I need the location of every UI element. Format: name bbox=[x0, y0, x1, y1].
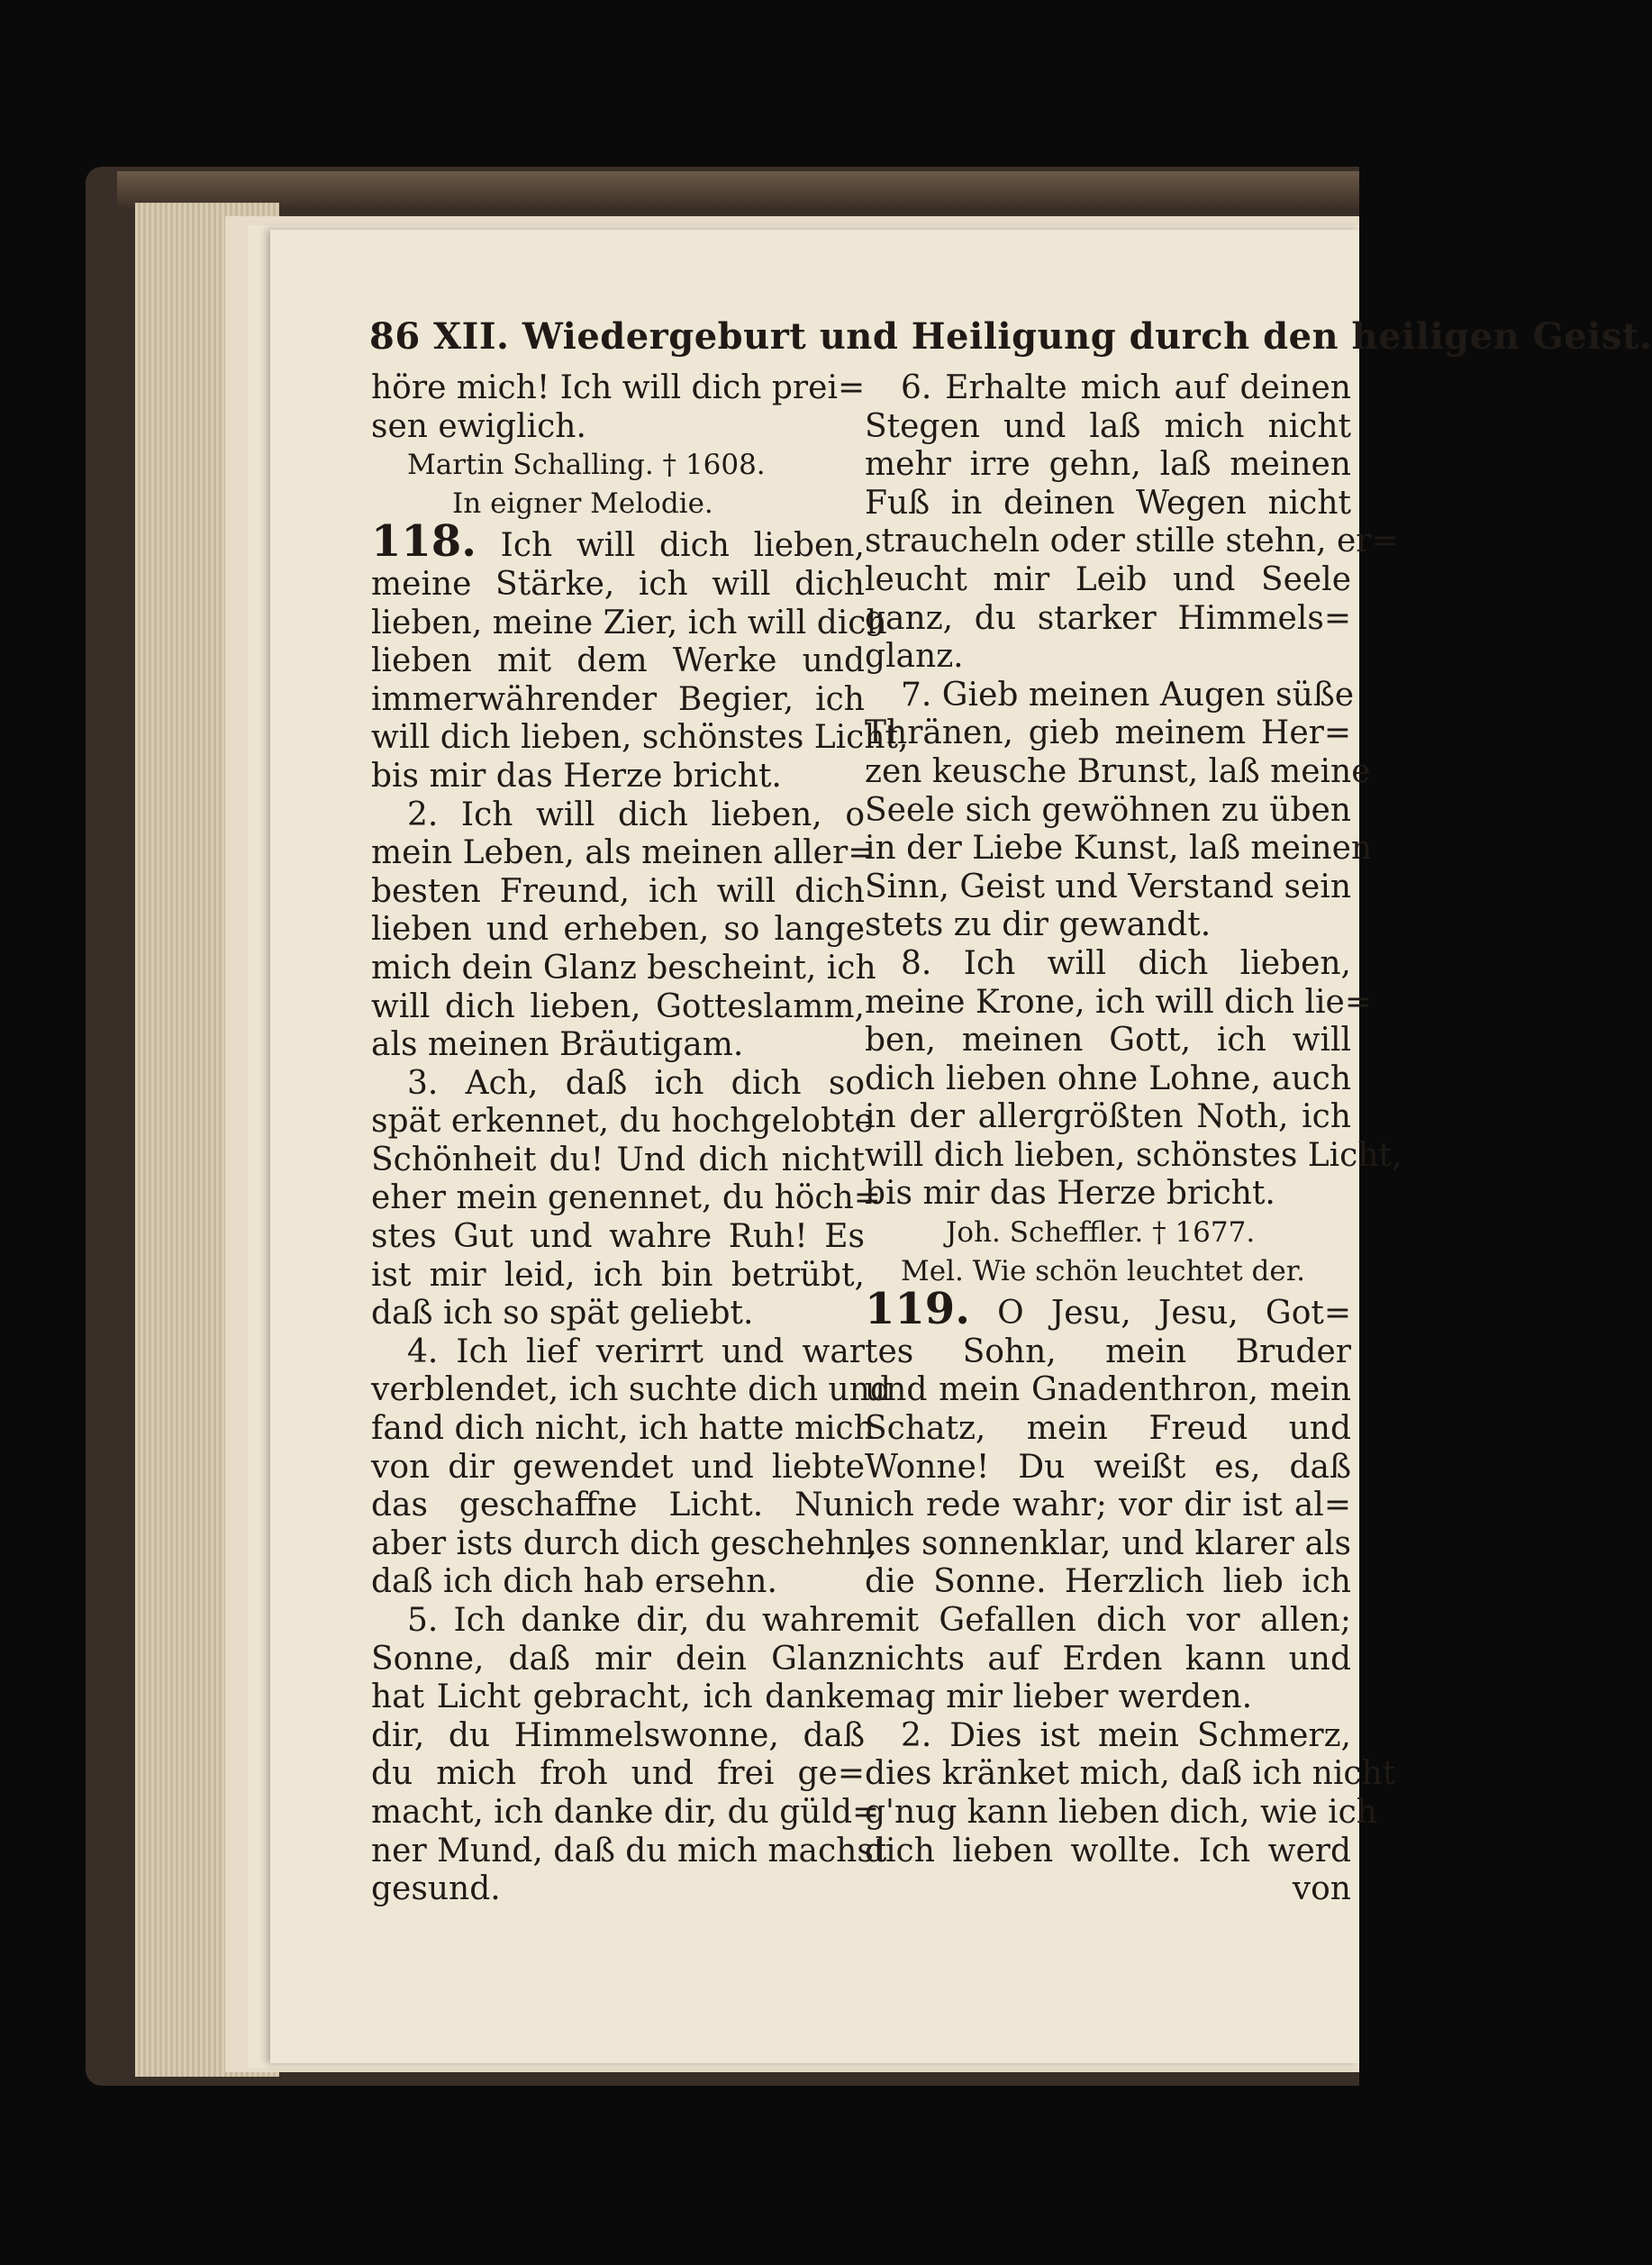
line-text: 6. Erhalte mich auf deinen bbox=[901, 369, 1351, 406]
line-text: nichts auf Erden kann und bbox=[865, 1640, 1351, 1678]
text-line bbox=[371, 988, 865, 1027]
text-line bbox=[371, 758, 865, 796]
line-text: 3. Ach, daß ich dich so bbox=[407, 1064, 865, 1102]
text-line bbox=[371, 1793, 880, 1833]
line-text: das geschaffne Licht. Nun bbox=[371, 1487, 865, 1524]
line-text: dies kränket mich, daß ich nicht bbox=[865, 1755, 1396, 1793]
line-text: Ich will dich lieben, bbox=[476, 527, 865, 565]
text-line bbox=[371, 949, 876, 988]
line-text: Mel. Wie schön leuchtet der. bbox=[901, 1254, 1305, 1287]
line-text: bis mir das Herze bricht. bbox=[865, 1175, 1275, 1213]
line-text: die Sonne. Herzlich lieb ich bbox=[865, 1563, 1351, 1601]
line-text: ich rede wahr; vor dir ist al= bbox=[865, 1487, 1351, 1524]
text-line bbox=[865, 869, 1351, 907]
text-line bbox=[371, 719, 909, 758]
text-line bbox=[865, 1870, 1351, 1909]
line-text: in der allergrößten Noth, ich bbox=[865, 1098, 1351, 1136]
line-text: ben, meinen Gott, ich will bbox=[865, 1022, 1351, 1060]
line-text: 2. Ich will dich lieben, o bbox=[407, 796, 865, 833]
text-line bbox=[371, 1257, 865, 1296]
text-line bbox=[371, 1026, 865, 1065]
text-line bbox=[865, 1563, 1351, 1602]
text-line bbox=[865, 1449, 1351, 1487]
line-text: Schatz, mein Freud und bbox=[865, 1410, 1351, 1448]
text-line bbox=[371, 1179, 881, 1218]
text-line bbox=[865, 1175, 1351, 1214]
line-text: 5. Ich danke dir, du wahre bbox=[407, 1602, 865, 1639]
text-line bbox=[865, 1022, 1351, 1060]
text-line bbox=[371, 1717, 865, 1756]
text-line bbox=[865, 446, 1351, 485]
text-line bbox=[865, 1755, 1396, 1794]
line-text: als meinen Bräutigam. bbox=[371, 1026, 744, 1064]
text-line bbox=[865, 752, 1371, 792]
text-line bbox=[865, 906, 1351, 945]
text-line bbox=[371, 796, 865, 835]
line-text: meine Krone, ich will dich lie= bbox=[865, 983, 1372, 1021]
line-text: macht, ich danke dir, du güld= bbox=[371, 1793, 880, 1831]
text-line bbox=[371, 1065, 865, 1104]
text-line bbox=[371, 1870, 865, 1909]
line-text: und mein Gnadenthron, mein bbox=[865, 1371, 1351, 1409]
text-line bbox=[371, 1563, 865, 1602]
line-text: daß ich so spät geliebt. bbox=[371, 1295, 754, 1333]
line-text: Wonne! Du weißt es, daß bbox=[865, 1448, 1351, 1486]
line-text: leucht mir Leib und Seele bbox=[865, 560, 1351, 598]
line-text: lieben mit dem Werke und bbox=[371, 642, 865, 680]
text-line bbox=[865, 408, 1351, 447]
text-line bbox=[371, 642, 865, 681]
text-line bbox=[371, 1218, 865, 1257]
text-line bbox=[865, 523, 1399, 561]
line-text: Fuß in deinen Wegen nicht bbox=[865, 484, 1351, 522]
line-text: 2. Dies ist mein Schmerz, bbox=[901, 1716, 1351, 1754]
line-text: Martin Schalling. † 1608. bbox=[407, 449, 766, 482]
text-line bbox=[865, 1098, 1351, 1137]
line-text: glanz. bbox=[865, 638, 964, 676]
text-line bbox=[865, 1641, 1351, 1679]
text-line bbox=[865, 485, 1351, 523]
text-line bbox=[371, 1524, 877, 1564]
text-line bbox=[371, 1142, 865, 1180]
line-text: stes Gut und wahre Ruh! Es bbox=[371, 1218, 865, 1256]
text-line bbox=[865, 369, 1351, 408]
line-text: Stegen und laß mich nicht bbox=[865, 407, 1351, 445]
line-text: ner Mund, daß du mich machst bbox=[371, 1832, 887, 1869]
text-line bbox=[865, 1371, 1351, 1410]
line-text: dich lieben ohne Lohne, auch bbox=[865, 1060, 1351, 1097]
text-line bbox=[371, 1755, 865, 1794]
line-text: mag mir lieber werden. bbox=[865, 1678, 1253, 1716]
text-line bbox=[865, 1284, 1351, 1335]
line-text: hat Licht gebracht, ich danke bbox=[371, 1678, 865, 1716]
line-text: g'nug kann lieben dich, wie ich bbox=[865, 1793, 1377, 1831]
line-text: ist mir leid, ich bin betrübt, bbox=[371, 1256, 865, 1294]
line-text: aber ists durch dich geschehn, bbox=[371, 1524, 877, 1562]
text-line bbox=[371, 1295, 865, 1333]
line-text: mich dein Glanz bescheint, ich bbox=[371, 949, 876, 987]
line-text: meine Stärke, ich will dich bbox=[371, 565, 865, 603]
line-text: In eigner Melodie. bbox=[452, 487, 713, 520]
text-line bbox=[865, 830, 1373, 869]
line-text: mit Gefallen dich vor allen; bbox=[865, 1602, 1351, 1639]
line-text: immerwährender Begier, ich bbox=[371, 680, 865, 718]
line-text: lieben, meine Zier, ich will dich bbox=[371, 604, 887, 641]
text-line bbox=[371, 1103, 874, 1142]
text-line bbox=[865, 1833, 1351, 1871]
line-text: von bbox=[1292, 1870, 1351, 1908]
text-line bbox=[865, 1410, 1351, 1449]
line-text: spät erkennet, du hochgelobte bbox=[371, 1103, 874, 1141]
text-line bbox=[865, 1487, 1351, 1525]
line-text: lieben und erheben, so lange bbox=[371, 911, 865, 949]
line-text: les sonnenklar, und klarer als bbox=[865, 1524, 1351, 1562]
line-text: straucheln oder stille stehn, er= bbox=[865, 523, 1399, 560]
line-text: Sinn, Geist und Verstand sein bbox=[865, 868, 1352, 905]
line-text: 7. Gieb meinen Augen süße bbox=[901, 676, 1355, 714]
text-line bbox=[865, 1214, 1351, 1252]
line-text: 4. Ich lief verirrt und war bbox=[407, 1333, 865, 1370]
text-line bbox=[865, 1678, 1351, 1717]
text-line bbox=[865, 1717, 1351, 1756]
text-line bbox=[865, 561, 1351, 600]
left-text-column bbox=[371, 369, 909, 1909]
text-line bbox=[371, 604, 887, 643]
line-text: will dich lieben, schönstes Licht, bbox=[371, 719, 909, 757]
text-line bbox=[865, 1602, 1351, 1641]
text-line bbox=[865, 638, 1351, 677]
text-line bbox=[865, 945, 1351, 984]
line-text: will dich lieben, Gotteslamm, bbox=[371, 987, 865, 1025]
text-line bbox=[371, 1487, 865, 1525]
line-text: zen keusche Brunst, laß meine bbox=[865, 752, 1371, 790]
line-text: Joh. Scheffler. † 1677. bbox=[946, 1216, 1256, 1250]
text-line bbox=[371, 911, 865, 950]
text-line bbox=[865, 1333, 1351, 1372]
text-line bbox=[371, 1410, 875, 1449]
text-line bbox=[371, 1678, 865, 1717]
text-line bbox=[371, 446, 865, 485]
line-text: mehr irre gehn, laß meinen bbox=[865, 446, 1351, 484]
text-line bbox=[371, 1449, 865, 1487]
line-text: verblendet, ich suchte dich und bbox=[371, 1371, 891, 1409]
line-text: mein Leben, als meinen aller= bbox=[371, 834, 876, 872]
text-line bbox=[865, 792, 1351, 831]
text-line bbox=[865, 1525, 1351, 1564]
line-text: dir, du Himmelswonne, daß bbox=[371, 1716, 865, 1754]
line-text: sen ewiglich. bbox=[371, 407, 586, 445]
text-line bbox=[371, 681, 865, 720]
line-text: Sonne, daß mir dein Glanz bbox=[371, 1640, 865, 1678]
text-line bbox=[371, 516, 865, 568]
text-line bbox=[371, 1832, 887, 1871]
text-line bbox=[371, 1371, 891, 1410]
line-text: Schönheit du! Und dich nicht bbox=[371, 1141, 865, 1178]
text-line bbox=[371, 1333, 865, 1372]
text-line bbox=[865, 1136, 1402, 1176]
text-line bbox=[865, 676, 1355, 715]
line-text: höre mich! Ich will dich prei= bbox=[371, 369, 866, 406]
line-text: du mich froh und frei ge= bbox=[371, 1755, 865, 1793]
line-text: 8. Ich will dich lieben, bbox=[901, 944, 1351, 982]
line-text: dich lieben wollte. Ich werd bbox=[865, 1832, 1351, 1869]
line-text: eher mein genennet, du höch= bbox=[371, 1179, 881, 1217]
text-line bbox=[371, 1641, 865, 1679]
text-line bbox=[865, 600, 1351, 639]
text-line bbox=[865, 983, 1372, 1023]
text-line bbox=[865, 1060, 1351, 1099]
line-text: tes Sohn, mein Bruder bbox=[865, 1333, 1351, 1370]
line-text: Seele sich gewöhnen zu üben bbox=[865, 791, 1351, 829]
line-text: von dir gewendet und liebte bbox=[371, 1448, 865, 1486]
line-text: ganz, du starker Himmels= bbox=[865, 599, 1351, 637]
line-text: will dich lieben, schönstes Licht, bbox=[865, 1136, 1402, 1174]
text-line bbox=[371, 369, 865, 408]
line-text: gesund. bbox=[371, 1870, 501, 1908]
line-text: Thränen, gieb meinem Her= bbox=[865, 714, 1351, 752]
right-text-column bbox=[865, 369, 1402, 1909]
line-text: stets zu dir gewandt. bbox=[865, 906, 1212, 944]
hymn-number: 119. bbox=[865, 1284, 970, 1335]
line-text: O Jesu, Jesu, Got= bbox=[969, 1295, 1351, 1333]
text-line bbox=[865, 714, 1351, 753]
text-line bbox=[865, 1793, 1377, 1833]
line-text: in der Liebe Kunst, laß meinen bbox=[865, 830, 1373, 868]
text-line bbox=[371, 1602, 865, 1641]
text-line bbox=[371, 873, 865, 912]
book-spine bbox=[117, 171, 1359, 207]
line-text: fand dich nicht, ich hatte mich bbox=[371, 1410, 875, 1448]
line-text: bis mir das Herze bricht. bbox=[371, 757, 782, 795]
hymn-number: 118. bbox=[371, 516, 477, 568]
text-line bbox=[371, 834, 876, 873]
line-text: besten Freund, ich will dich bbox=[371, 872, 865, 910]
text-line bbox=[371, 408, 865, 447]
line-text: daß ich dich hab ersehn. bbox=[371, 1563, 777, 1601]
page-header: 86 XII. Wiedergeburt und Heiligung durch den heiligen Geist. bbox=[369, 315, 1652, 358]
text-line bbox=[371, 566, 865, 605]
